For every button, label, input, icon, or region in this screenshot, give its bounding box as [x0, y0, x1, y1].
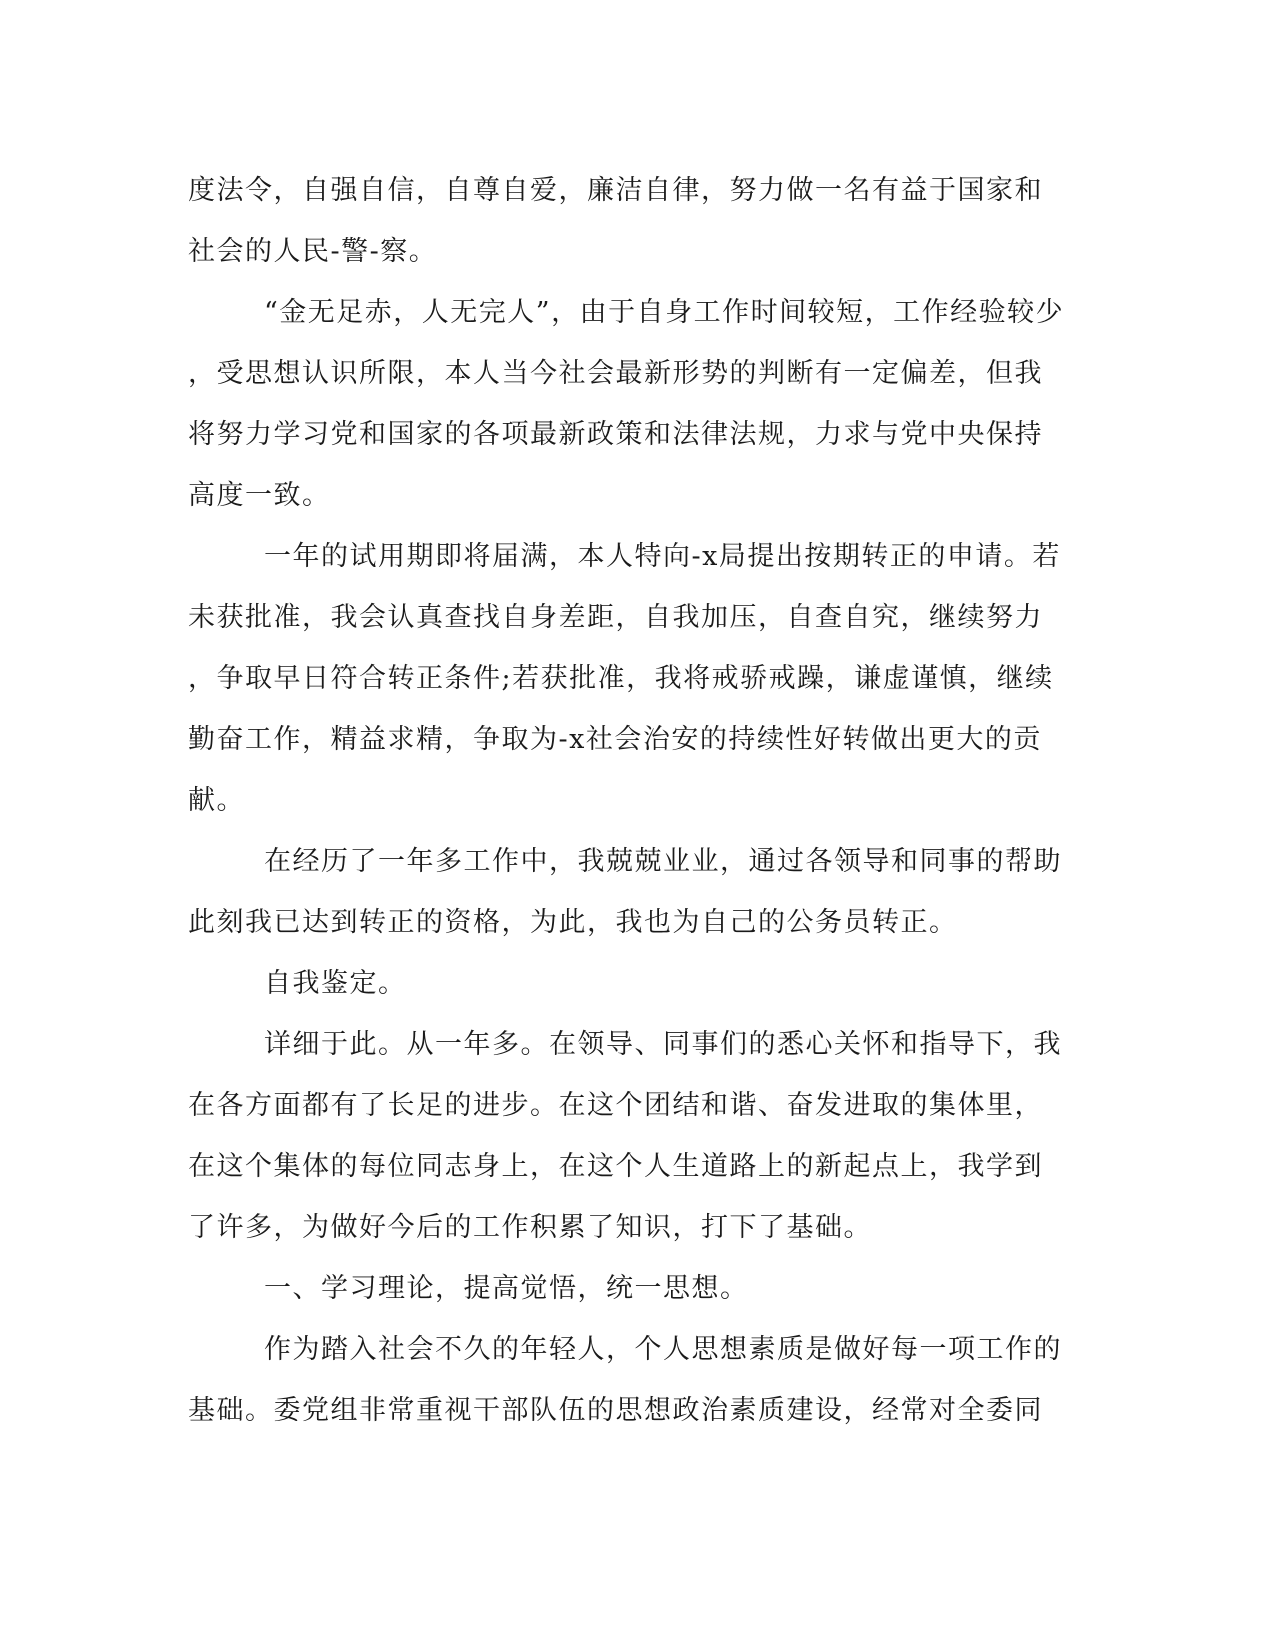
paragraph-start-line: 一年的试用期即将届满，本人特向-x局提出按期转正的申请。若: [264, 541, 1061, 572]
section-heading: 一、学习理论，提高觉悟，统一思想。: [264, 1273, 749, 1304]
paragraph-start-line: 在经历了一年多工作中，我兢兢业业，通过各领导和同事的帮助: [264, 846, 1062, 877]
text-line: 此刻我已达到转正的资格，为此，我也为自己的公务员转正。: [188, 907, 958, 938]
document-body: [188, 160, 1078, 1441]
text-line: 社会的人民-警-察。: [188, 236, 438, 267]
text-line: 高度一致。: [188, 480, 331, 511]
text-line: 在各方面都有了长足的进步。在这个团结和谐、奋发进取的集体里，: [188, 1090, 1043, 1121]
paragraph-start-line: 作为踏入社会不久的年轻人，个人思想素质是做好每一项工作的: [264, 1334, 1062, 1365]
text-line: 了许多，为做好今后的工作积累了知识，打下了基础。: [188, 1212, 872, 1243]
text-line: 度法令，自强自信，自尊自爱，廉洁自律，努力做一名有益于国家和: [188, 175, 1043, 206]
paragraph-start-line: 详细于此。从一年多。在领导、同事们的悉心关怀和指导下，我: [264, 1029, 1062, 1060]
paragraph-start-line: “金无足赤，人无完人”，由于自身工作时间较短，工作经验较少: [264, 297, 1065, 328]
text-line: 将努力学习党和国家的各项最新政策和法律法规，力求与党中央保持: [188, 419, 1043, 450]
text-line: 未获批准，我会认真查找自身差距，自我加压，自查自究，继续努力: [188, 602, 1043, 633]
text-line: ，争取早日符合转正条件;若获批准，我将戒骄戒躁，谦虚谨慎，继续: [188, 663, 1054, 694]
text-line: ，受思想认识所限，本人当今社会最新形势的判断有一定偏差，但我: [188, 358, 1043, 389]
paragraph-start-line: 自我鉴定。: [264, 968, 407, 999]
text-line: 在这个集体的每位同志身上，在这个人生道路上的新起点上，我学到: [188, 1151, 1043, 1182]
text-line: 勤奋工作，精益求精，争取为-x社会治安的持续性好转做出更大的贡: [188, 724, 1042, 755]
text-line: 基础。委党组非常重视干部队伍的思想政治素质建设，经常对全委同: [188, 1395, 1043, 1426]
text-line: 献。: [188, 785, 245, 816]
